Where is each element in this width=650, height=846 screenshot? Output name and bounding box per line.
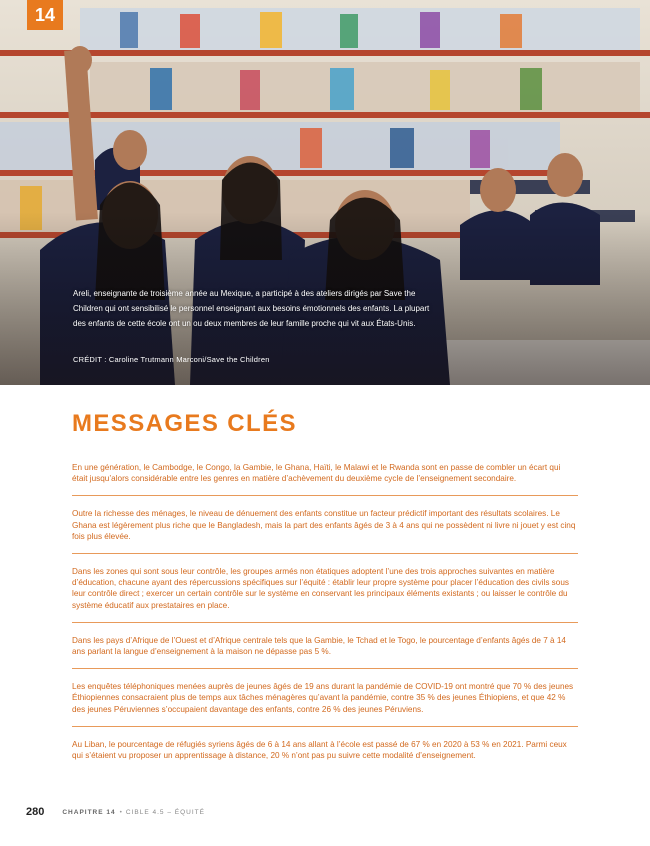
page-footer	[26, 806, 205, 818]
key-messages-list	[72, 462, 578, 761]
target-label: CIBLE 4.5 – ÉQUITÉ	[125, 808, 205, 816]
key-message: Dans les zones qui sont sous leur contrôle, les groupes armés non étatiques adoptent l’une des trois approches suivantes en matière d’éducation, chacune ayant des répercussions spécifiques sur l’équité : établir leur propre système pour placer l’éducation des civils sous leur contrôle direct ; exercer un certain contrôle sur le système en conservant les principaux éléments existants ; ou laisser le contrôle du système éducatif aux prestataires en place.	[72, 567, 569, 610]
key-message: Au Liban, le pourcentage de réfugiés syriens âgés de 6 à 14 ans allant à l’école est passé de 67 % en 2020 à 53 % en 2021. Parmi ceux qui s’étaient vu proposer un apprentissage à distance, 20 % n’ont pas pu suivre cette modalité d’enseignement.	[72, 739, 567, 761]
divider	[72, 495, 578, 496]
page-number: 280	[26, 806, 45, 818]
photo-caption: Areli, enseignante de troisième année au Mexique, a participé à des ateliers dirigés par Save the Children qui ont sensibilisé le personnel enseignant aux besoins émotionnels des enfants. La plupart des enfants de cette école ont un ou deux membres de leur famille proche qui vit aux États-Unis.	[73, 289, 430, 328]
key-message: Outre la richesse des ménages, le niveau de dénuement des enfants constitue un facteur prédictif important des résultats scolaires. Le Ghana est légèrement plus riche que le Bangladesh, mais la part des enfants âgés de 3 à 4 ans qui ne possèdent ni livre ni jouet y est cinq fois plus élevée.	[72, 509, 576, 541]
divider	[72, 553, 578, 554]
key-message: Les enquêtes téléphoniques menées auprès de jeunes âgés de 19 ans durant la pandémie de COVID-19 ont montré que 70 % des jeunes Éthiopiennes consacraient plus de temps aux tâches ménagères qu’avant la pandémie, contre 35 % des jeunes Éthiopiens, et que 42 % des jeunes Péruviennes s’occupaient davantage des enfants, contre 26 % des jeunes Péruviens.	[72, 682, 574, 714]
photo-credit: CRÉDIT : Caroline Trutmann Marconi/Save the Children	[73, 355, 270, 364]
key-message: Dans les pays d’Afrique de l’Ouest et d’Afrique centrale tels que la Gambie, le Tchad et le Togo, le pourcentage d’enfants âgés de 7 à 14 ans parlant la langue d’enseignement à la maison ne dépasse pas 5 %.	[72, 635, 566, 657]
hero-photo	[0, 0, 650, 385]
section-title: MESSAGES CLÉS	[72, 410, 297, 437]
divider	[72, 622, 578, 623]
chapter-label: CHAPITRE 14	[62, 808, 116, 816]
chapter-badge: 14	[27, 0, 63, 30]
key-message: En une génération, le Cambodge, le Congo, la Gambie, le Ghana, Haïti, le Malawi et le Rwanda sont en passe de combler un écart qui était jusqu’alors considérable entre les genres en matière d’achèvement du deuxième cycle de l’enseignement secondaire.	[72, 463, 561, 484]
divider	[72, 726, 578, 727]
footer-separator: •	[119, 808, 122, 816]
divider	[72, 668, 578, 669]
